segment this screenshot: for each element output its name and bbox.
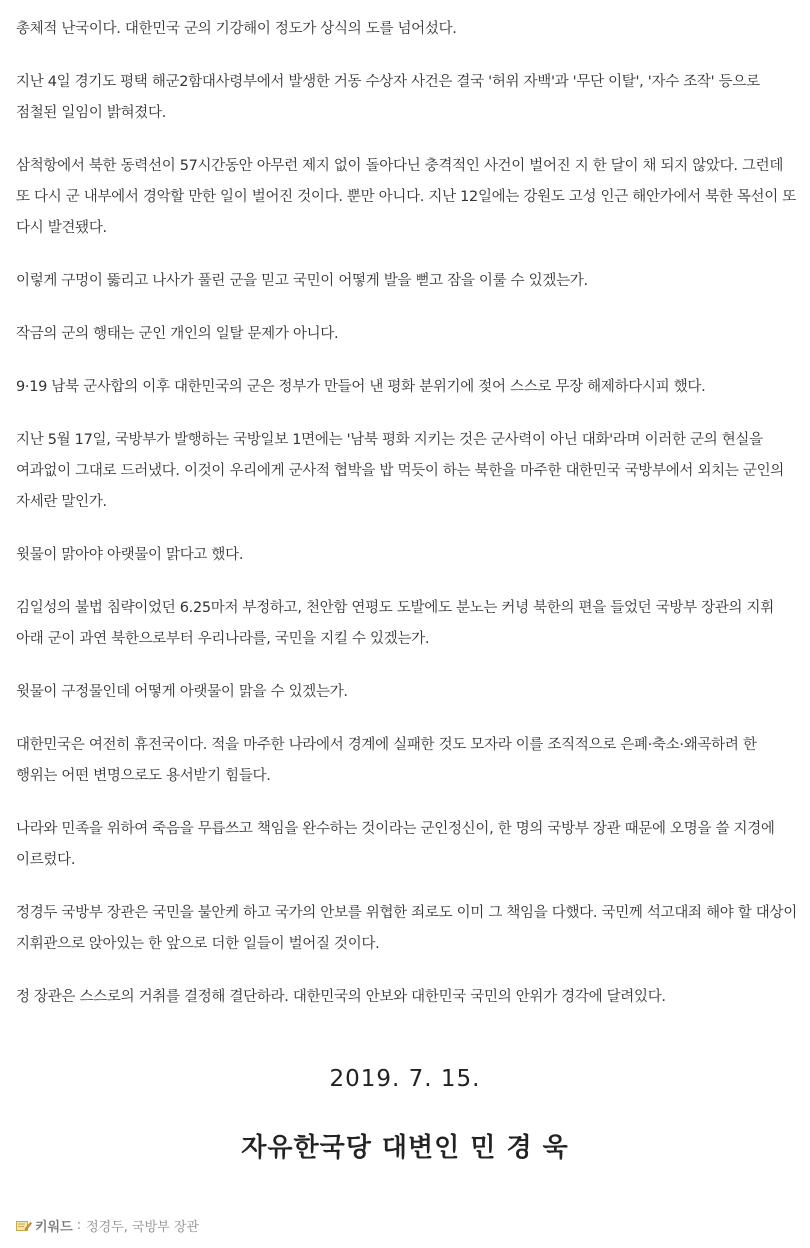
paragraph-10: 윗물이 구정물인데 어떻게 아랫물이 맑을 수 있겠는가. — [16, 684, 348, 700]
paragraph-1: 총체적 난국이다. 대한민국 군의 기강해이 정도가 상식의 도를 넘어섰다. — [16, 21, 457, 37]
paragraph-6: 9·19 남북 군사합의 이후 대한민국의 군은 정부가 만들어 낸 평화 분위기에 젖어 스스로 무장 해제하다시피 했다. — [16, 379, 706, 395]
paragraph-2: 지난 4일 경기도 평택 해군2함대사령부에서 발생한 거동 수상자 사건은 결국 '허위 자백'과 '무단 이탈', '자수 조작' 등으로 점철된 일임이 밝혀졌다. — [16, 74, 760, 121]
paragraph-5: 작금의 군의 행태는 군인 개인의 일탈 문제가 아니다. — [16, 326, 339, 342]
paragraph-9: 김일성의 불법 침략이었던 6.25마저 부정하고, 천안함 연평도 도발에도 분노는 커녕 북한의 편을 들었던 국방부 장관의 지휘 아래 군이 과연 북한으로부터 우리나라를, 국민을 지킬 수 있겠는가. — [16, 600, 774, 647]
article-body — [16, 14, 800, 1035]
paragraph-13: 정경두 국방부 장관은 국민을 불안케 하고 국가의 안보를 위협한 죄로도 이미 그 책임을 다했다. 국민께 석고대죄 해야 할 대상이 지휘관으로 앉아있는 한 앞으로 더한 일들이 벌어질 것이다. — [16, 905, 797, 952]
paragraph-3: 삼척항에서 북한 동력선이 57시간동안 아무런 제지 없이 돌아다닌 충격적인 사건이 벌어진 지 한 달이 채 되지 않았다. 그런데 또 다시 군 내부에서 경악할 만한 일이 벌어진 것이다. 뿐만 아니다. 지난 12일에는 강원도 고성 인근 해안가에서 북한 목선이 또 다시 발견됐다. — [16, 158, 796, 236]
paragraph-12: 나라와 민족을 위하여 죽음을 무릅쓰고 책임을 완수하는 것이라는 군인정신이, 한 명의 국방부 장관 때문에 오명을 쓸 지경에 이르렀다. — [16, 821, 775, 868]
spokesperson-signature: 자유한국당 대변인 민 경 욱 — [241, 1133, 569, 1163]
paragraph-11: 대한민국은 여전히 휴전국이다. 적을 마주한 나라에서 경계에 실패한 것도 모자라 이를 조직적으로 은폐·축소·왜곡하려 한 행위는 어떤 변명으로도 용서받기 힘들다. — [16, 737, 757, 784]
pencil-note-icon — [16, 1220, 32, 1232]
keywords-values: 정경두, 국방부 장관 — [86, 1220, 199, 1235]
paragraph-8: 윗물이 맑아야 아랫물이 맑다고 했다. — [16, 547, 244, 563]
paragraph-7: 지난 5월 17일, 국방부가 발행하는 국방일보 1면에는 '남북 평화 지키는 것은 군사력이 아닌 대화'라며 이러한 군의 현실을 여과없이 그대로 드러냈다. 이것이 우리에게 군사적 협박을 밥 먹듯이 하는 북한을 마주한 대한민국 국방부에서 외치는 군인의 자세란 말인가. — [16, 432, 784, 510]
keywords-row — [16, 1216, 199, 1235]
keywords-separator: : — [76, 1218, 82, 1233]
statement-date: 2019. 7. 15. — [329, 1066, 481, 1092]
paragraph-14: 정 장관은 스스로의 거취를 결정해 결단하라. 대한민국의 안보와 대한민국 국민의 안위가 경각에 달려있다. — [16, 989, 666, 1005]
paragraph-4: 이렇게 구멍이 뚫리고 나사가 풀린 군을 믿고 국민이 어떻게 발을 뻗고 잠을 이룰 수 있겠는가. — [16, 273, 588, 289]
keywords-label: 키워드 — [35, 1220, 73, 1235]
